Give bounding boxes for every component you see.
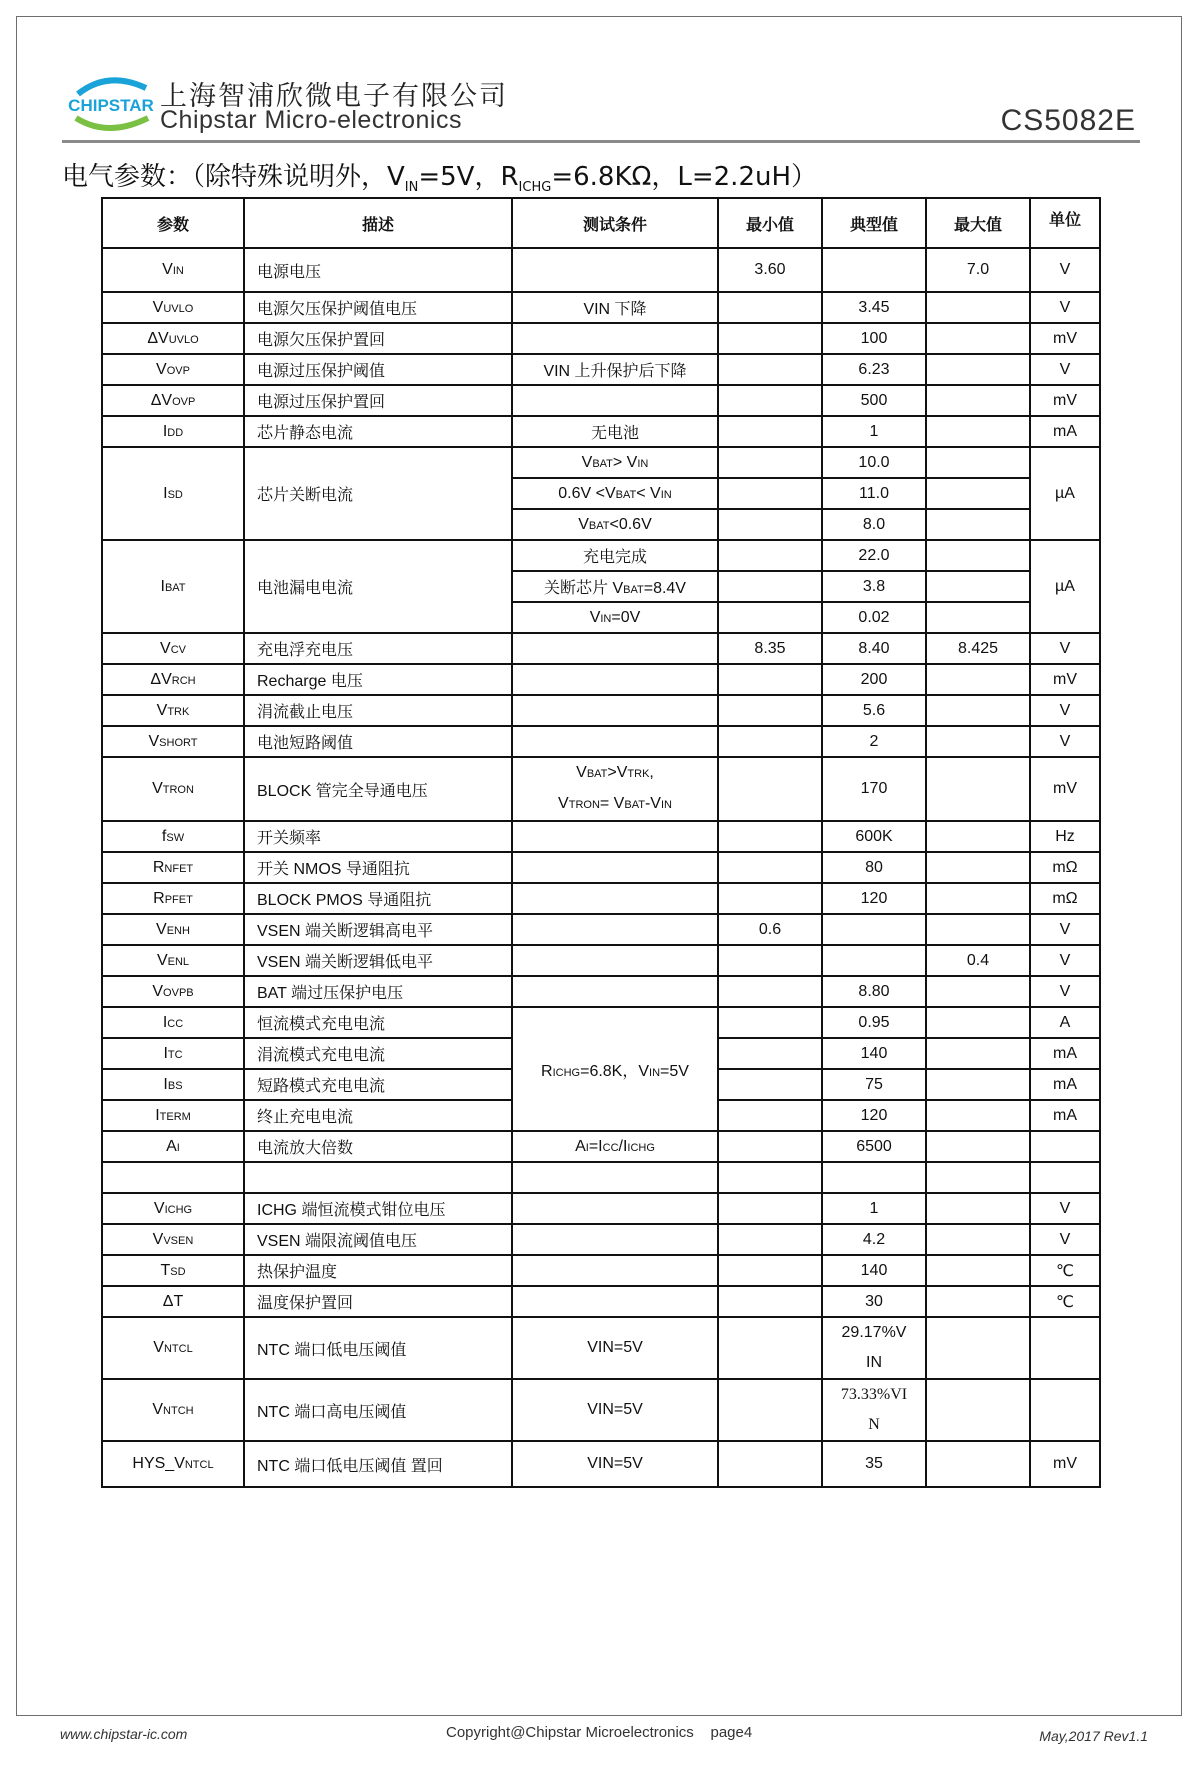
typ-value: 140: [822, 1255, 926, 1286]
footer-revision-date: May,2017 Rev1.1: [1039, 1728, 1148, 1744]
test-condition: [512, 852, 718, 883]
typ-value: 8.0: [822, 509, 926, 540]
column-header: 单位: [1030, 198, 1100, 248]
param-symbol: ITC: [102, 1038, 244, 1069]
param-symbol: VTRON: [102, 757, 244, 821]
max-value: [926, 695, 1030, 726]
typ-value: 500: [822, 385, 926, 416]
unit: V: [1030, 633, 1100, 664]
column-header: 描述: [244, 198, 512, 248]
typ-value: 80: [822, 852, 926, 883]
param-description: BLOCK 管完全导通电压: [244, 757, 512, 821]
test-condition: [512, 945, 718, 976]
max-value: [926, 883, 1030, 914]
table-row: [102, 1162, 1100, 1193]
test-condition: [512, 821, 718, 852]
max-value: [926, 1379, 1030, 1441]
min-value: [718, 1441, 822, 1487]
test-condition: [512, 1255, 718, 1286]
test-condition: VIN=5V: [512, 1441, 718, 1487]
param-symbol: VUVLO: [102, 292, 244, 323]
max-value: [926, 385, 1030, 416]
test-condition: [512, 726, 718, 757]
unit: V: [1030, 354, 1100, 385]
max-value: [926, 1441, 1030, 1487]
param-description: 开关 NMOS 导通阻抗: [244, 852, 512, 883]
test-condition: VIN=5V: [512, 1317, 718, 1379]
param-symbol: ISD: [102, 447, 244, 540]
logo-text: CHIPSTAR: [68, 96, 154, 115]
unit: mV: [1030, 385, 1100, 416]
max-value: [926, 757, 1030, 821]
param-description: 恒流模式充电电流: [244, 1007, 512, 1038]
max-value: [926, 323, 1030, 354]
param-description: 充电浮充电压: [244, 633, 512, 664]
max-value: [926, 1255, 1030, 1286]
param-symbol: VNTCL: [102, 1317, 244, 1379]
param-description: Recharge 电压: [244, 664, 512, 695]
test-condition: VBAT<0.6V: [512, 509, 718, 540]
unit: [1030, 1131, 1100, 1162]
min-value: [718, 509, 822, 540]
test-condition: VIN=5V: [512, 1379, 718, 1441]
max-value: [926, 1131, 1030, 1162]
min-value: [718, 945, 822, 976]
param-symbol: VENL: [102, 945, 244, 976]
param-description: 终止充电电流: [244, 1100, 512, 1131]
param-symbol: ICC: [102, 1007, 244, 1038]
param-description: ICHG 端恒流模式钳位电压: [244, 1193, 512, 1224]
test-condition: [512, 248, 718, 292]
param-symbol: VCV: [102, 633, 244, 664]
empty-cell: [1030, 1162, 1100, 1193]
unit: V: [1030, 1193, 1100, 1224]
min-value: [718, 1193, 822, 1224]
max-value: [926, 416, 1030, 447]
table-row: [102, 1379, 1100, 1441]
empty-cell: [512, 1162, 718, 1193]
footer-copyright: Copyright@Chipstar Microelectronics page4: [446, 1724, 753, 1741]
param-symbol: IBAT: [102, 540, 244, 633]
unit: [1030, 1379, 1100, 1441]
typ-value: 75: [822, 1069, 926, 1100]
unit: mV: [1030, 323, 1100, 354]
test-condition: 关断芯片 VBAT=8.4V: [512, 571, 718, 602]
param-symbol: ΔVRCH: [102, 664, 244, 695]
unit: mA: [1030, 1038, 1100, 1069]
table-row: [102, 416, 1100, 447]
typ-value: [822, 248, 926, 292]
unit: µA: [1030, 540, 1100, 633]
typ-value: [822, 914, 926, 945]
param-description: 芯片关断电流: [244, 447, 512, 540]
document-part-number: CS5082E: [1000, 104, 1136, 137]
param-description: VSEN 端关断逻辑高电平: [244, 914, 512, 945]
min-value: [718, 571, 822, 602]
min-value: [718, 385, 822, 416]
min-value: [718, 478, 822, 509]
param-symbol: RNFET: [102, 852, 244, 883]
table-row: [102, 1441, 1100, 1487]
table-row: [102, 1007, 1100, 1038]
min-value: [718, 695, 822, 726]
param-symbol: ITERM: [102, 1100, 244, 1131]
table-row: [102, 385, 1100, 416]
column-header: 典型值: [822, 198, 926, 248]
max-value: [926, 852, 1030, 883]
param-symbol: VTRK: [102, 695, 244, 726]
company-name-en: Chipstar Micro-electronics: [160, 106, 462, 134]
test-condition: [512, 385, 718, 416]
typ-value: 120: [822, 883, 926, 914]
typ-value: 11.0: [822, 478, 926, 509]
table-row: [102, 540, 1100, 571]
typ-value: 1: [822, 1193, 926, 1224]
param-description: 电池漏电电流: [244, 540, 512, 633]
table-row: [102, 695, 1100, 726]
param-description: 电源欠压保护阈值电压: [244, 292, 512, 323]
test-condition: [512, 976, 718, 1007]
max-value: 7.0: [926, 248, 1030, 292]
param-symbol: AI: [102, 1131, 244, 1162]
min-value: [718, 1286, 822, 1317]
param-symbol: VENH: [102, 914, 244, 945]
table-row: [102, 198, 1100, 248]
column-header: 参数: [102, 198, 244, 248]
unit: [1030, 1317, 1100, 1379]
typ-value: 4.2: [822, 1224, 926, 1255]
unit: mA: [1030, 1100, 1100, 1131]
page-header: [62, 70, 1140, 144]
param-symbol: ΔVUVLO: [102, 323, 244, 354]
table-row: [102, 1131, 1100, 1162]
table-row: [102, 757, 1100, 821]
test-condition: 0.6V <VBAT< VIN: [512, 478, 718, 509]
table-row: [102, 1317, 1100, 1379]
param-description: 芯片静态电流: [244, 416, 512, 447]
unit: mΩ: [1030, 852, 1100, 883]
chipstar-logo: [68, 74, 154, 136]
unit: V: [1030, 292, 1100, 323]
test-condition: [512, 323, 718, 354]
typ-value: 120: [822, 1100, 926, 1131]
unit: ℃: [1030, 1286, 1100, 1317]
param-description: NTC 端口低电压阈值 置回: [244, 1441, 512, 1487]
param-symbol: VVSEN: [102, 1224, 244, 1255]
unit: V: [1030, 1224, 1100, 1255]
typ-value: [822, 945, 926, 976]
min-value: [718, 1255, 822, 1286]
param-description: BAT 端过压保护电压: [244, 976, 512, 1007]
param-symbol: VICHG: [102, 1193, 244, 1224]
max-value: [926, 509, 1030, 540]
table-row: [102, 1286, 1100, 1317]
unit: Hz: [1030, 821, 1100, 852]
max-value: [926, 1100, 1030, 1131]
column-header: 测试条件: [512, 198, 718, 248]
param-description: 电源过压保护阈值: [244, 354, 512, 385]
min-value: [718, 1038, 822, 1069]
min-value: [718, 757, 822, 821]
test-condition: 充电完成: [512, 540, 718, 571]
unit: mΩ: [1030, 883, 1100, 914]
max-value: 8.425: [926, 633, 1030, 664]
param-description: 电池短路阈值: [244, 726, 512, 757]
param-description: VSEN 端限流阈值电压: [244, 1224, 512, 1255]
param-description: 短路模式充电电流: [244, 1069, 512, 1100]
max-value: [926, 726, 1030, 757]
param-symbol: VSHORT: [102, 726, 244, 757]
typ-value: 73.33%VI N: [822, 1379, 926, 1441]
unit: mV: [1030, 664, 1100, 695]
empty-cell: [926, 1162, 1030, 1193]
max-value: [926, 1193, 1030, 1224]
unit: V: [1030, 945, 1100, 976]
min-value: [718, 292, 822, 323]
param-description: 开关频率: [244, 821, 512, 852]
unit: µA: [1030, 447, 1100, 540]
test-condition: VIN 下降: [512, 292, 718, 323]
param-symbol: VNTCH: [102, 1379, 244, 1441]
table-row: [102, 1193, 1100, 1224]
min-value: [718, 1379, 822, 1441]
unit: A: [1030, 1007, 1100, 1038]
min-value: [718, 883, 822, 914]
typ-value: 170: [822, 757, 926, 821]
electrical-parameters-table: [101, 197, 1101, 1488]
test-condition: VIN=0V: [512, 602, 718, 633]
typ-value: 22.0: [822, 540, 926, 571]
param-symbol: HYS_VNTCL: [102, 1441, 244, 1487]
unit: mV: [1030, 1441, 1100, 1487]
unit: V: [1030, 695, 1100, 726]
unit: V: [1030, 976, 1100, 1007]
max-value: [926, 976, 1030, 1007]
table-row: [102, 821, 1100, 852]
min-value: [718, 323, 822, 354]
unit: V: [1030, 248, 1100, 292]
min-value: [718, 416, 822, 447]
min-value: 0.6: [718, 914, 822, 945]
param-symbol: fSW: [102, 821, 244, 852]
param-description: VSEN 端关断逻辑低电平: [244, 945, 512, 976]
param-description: 涓流模式充电电流: [244, 1038, 512, 1069]
test-condition: [512, 664, 718, 695]
test-condition: AI=ICC/IICHG: [512, 1131, 718, 1162]
max-value: [926, 1069, 1030, 1100]
param-description: 电源过压保护置回: [244, 385, 512, 416]
max-value: [926, 571, 1030, 602]
table-row: [102, 248, 1100, 292]
min-value: [718, 1224, 822, 1255]
test-condition: [512, 1224, 718, 1255]
test-condition: [512, 914, 718, 945]
unit: V: [1030, 914, 1100, 945]
param-description: 电流放大倍数: [244, 1131, 512, 1162]
table-row: [102, 914, 1100, 945]
typ-value: 30: [822, 1286, 926, 1317]
min-value: [718, 1317, 822, 1379]
typ-value: 10.0: [822, 447, 926, 478]
table-row: [102, 1255, 1100, 1286]
column-header: 最大值: [926, 198, 1030, 248]
max-value: [926, 1224, 1030, 1255]
min-value: [718, 852, 822, 883]
max-value: [926, 447, 1030, 478]
typ-value: 200: [822, 664, 926, 695]
max-value: [926, 821, 1030, 852]
max-value: [926, 292, 1030, 323]
empty-cell: [822, 1162, 926, 1193]
param-description: BLOCK PMOS 导通阻抗: [244, 883, 512, 914]
param-symbol: IBS: [102, 1069, 244, 1100]
section-title: 电气参数：（除特殊说明外，$V_{IN}=5V$，$R_{ICHG}=6.8K\Omega$，L=2.2uH）: [62, 162, 818, 196]
test-condition: RICHG=6.8K，VIN=5V: [512, 1007, 718, 1131]
max-value: [926, 602, 1030, 633]
min-value: [718, 1100, 822, 1131]
test-condition: 无电池: [512, 416, 718, 447]
table-row: [102, 633, 1100, 664]
param-description: 电源电压: [244, 248, 512, 292]
typ-value: 0.95: [822, 1007, 926, 1038]
min-value: [718, 976, 822, 1007]
table-row: [102, 945, 1100, 976]
max-value: [926, 1317, 1030, 1379]
min-value: [718, 1007, 822, 1038]
max-value: 0.4: [926, 945, 1030, 976]
param-symbol: VOVP: [102, 354, 244, 385]
max-value: [926, 914, 1030, 945]
table-row: [102, 447, 1100, 478]
unit: mA: [1030, 1069, 1100, 1100]
typ-value: 100: [822, 323, 926, 354]
param-description: 电源欠压保护置回: [244, 323, 512, 354]
param-description: 温度保护置回: [244, 1286, 512, 1317]
empty-cell: [244, 1162, 512, 1193]
test-condition: [512, 633, 718, 664]
footer-website: www.chipstar-ic.com: [60, 1726, 188, 1742]
table-row: [102, 1224, 1100, 1255]
typ-value: 6500: [822, 1131, 926, 1162]
table-row: [102, 354, 1100, 385]
param-symbol: ΔT: [102, 1286, 244, 1317]
param-symbol: RPFET: [102, 883, 244, 914]
test-condition: VIN 上升保护后下降: [512, 354, 718, 385]
unit: ℃: [1030, 1255, 1100, 1286]
typ-value: 600K: [822, 821, 926, 852]
typ-value: 3.8: [822, 571, 926, 602]
param-description: NTC 端口高电压阈值: [244, 1379, 512, 1441]
typ-value: 5.6: [822, 695, 926, 726]
test-condition: [512, 695, 718, 726]
typ-value: 1: [822, 416, 926, 447]
min-value: 3.60: [718, 248, 822, 292]
company-name-cn: 上海智浦欣微电子有限公司: [160, 81, 508, 112]
param-symbol: VOVPB: [102, 976, 244, 1007]
typ-value: 8.80: [822, 976, 926, 1007]
max-value: [926, 664, 1030, 695]
min-value: 8.35: [718, 633, 822, 664]
min-value: [718, 354, 822, 385]
table-row: [102, 323, 1100, 354]
column-header: 最小值: [718, 198, 822, 248]
typ-value: 6.23: [822, 354, 926, 385]
typ-value: 2: [822, 726, 926, 757]
typ-value: 140: [822, 1038, 926, 1069]
test-condition: [512, 1286, 718, 1317]
test-condition: [512, 1193, 718, 1224]
param-description: NTC 端口低电压阈值: [244, 1317, 512, 1379]
min-value: [718, 1069, 822, 1100]
typ-value: 0.02: [822, 602, 926, 633]
typ-value: 29.17%V IN: [822, 1317, 926, 1379]
table-row: [102, 976, 1100, 1007]
unit: mA: [1030, 416, 1100, 447]
max-value: [926, 1286, 1030, 1317]
min-value: [718, 540, 822, 571]
table-row: [102, 852, 1100, 883]
max-value: [926, 354, 1030, 385]
param-symbol: VIN: [102, 248, 244, 292]
min-value: [718, 664, 822, 695]
min-value: [718, 726, 822, 757]
max-value: [926, 540, 1030, 571]
unit: mV: [1030, 757, 1100, 821]
empty-cell: [718, 1162, 822, 1193]
param-description: 涓流截止电压: [244, 695, 512, 726]
table-row: [102, 726, 1100, 757]
min-value: [718, 1131, 822, 1162]
max-value: [926, 1007, 1030, 1038]
test-condition: [512, 883, 718, 914]
max-value: [926, 1038, 1030, 1069]
min-value: [718, 602, 822, 633]
param-description: 热保护温度: [244, 1255, 512, 1286]
table-row: [102, 292, 1100, 323]
param-symbol: IDD: [102, 416, 244, 447]
test-condition: VBAT> VIN: [512, 447, 718, 478]
header-divider: [62, 140, 1140, 143]
empty-cell: [102, 1162, 244, 1193]
typ-value: 8.40: [822, 633, 926, 664]
param-symbol: TSD: [102, 1255, 244, 1286]
test-condition: VBAT>VTRK, VTRON= VBAT-VIN: [512, 757, 718, 821]
min-value: [718, 447, 822, 478]
typ-value: 3.45: [822, 292, 926, 323]
table-row: [102, 883, 1100, 914]
unit: V: [1030, 726, 1100, 757]
table-row: [102, 664, 1100, 695]
param-symbol: ΔVOVP: [102, 385, 244, 416]
min-value: [718, 821, 822, 852]
typ-value: 35: [822, 1441, 926, 1487]
max-value: [926, 478, 1030, 509]
